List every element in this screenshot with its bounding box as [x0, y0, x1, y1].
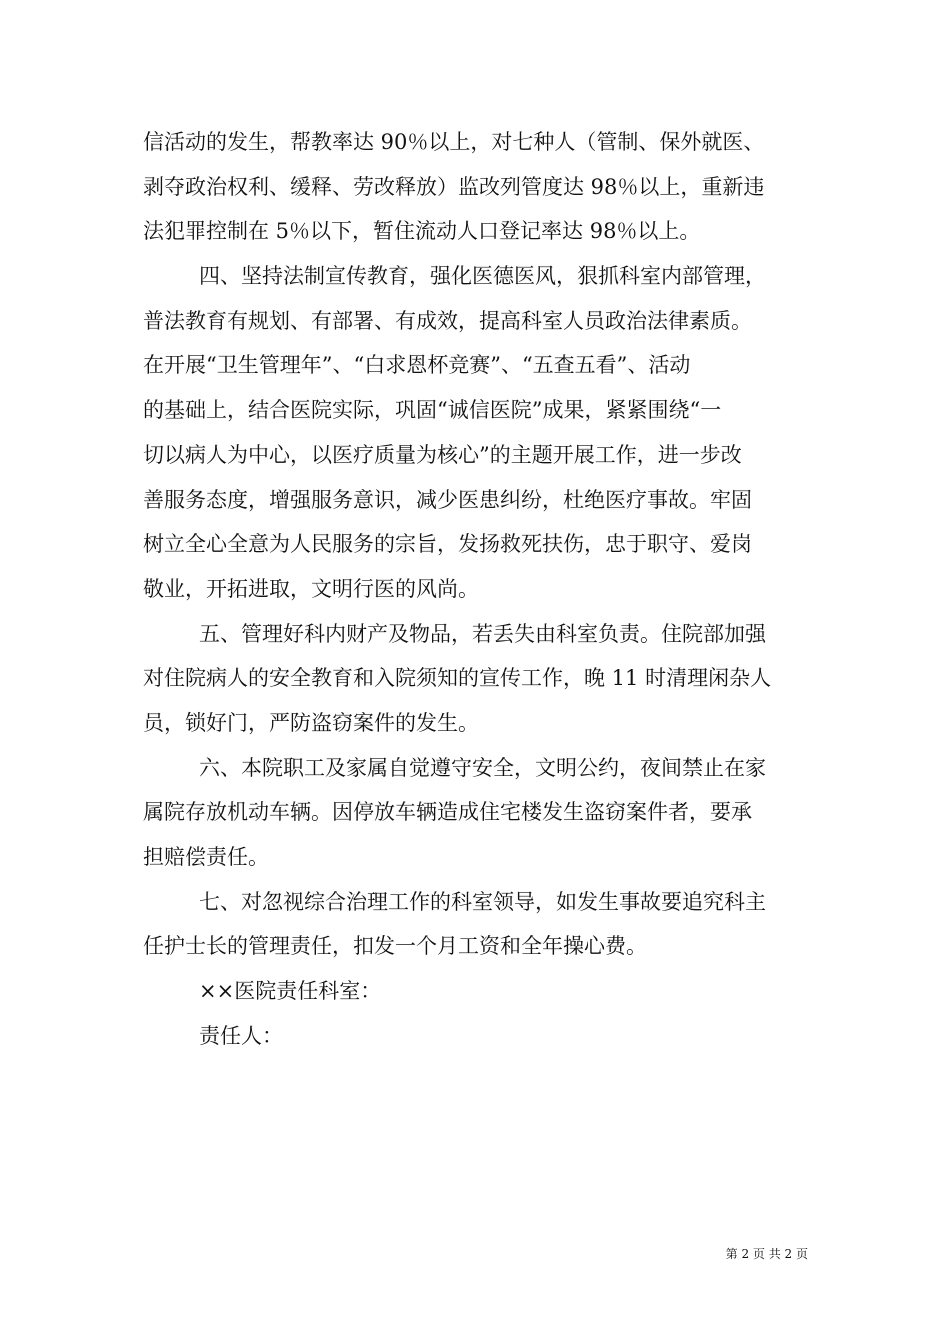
paragraph-line: 树立全心全意为人民服务的宗旨，发扬救死扶伤，忠于职守、爱岗 — [143, 532, 752, 557]
paragraph-line: 剥夺政治权利、缓释、劳改释放）监改列管度达 98％以上，重新违 — [143, 174, 765, 199]
paragraph-first-line: 六、本院职工及家属自觉遵守安全，文明公约，夜间禁止在家 — [199, 755, 766, 780]
paragraph-first-line: 四、坚持法制宣传教育，强化医德医风，狠抓科室内部管理， — [199, 264, 766, 289]
paragraph-line: 信活动的发生，帮教率达 90％以上，对七种人（管制、保外就医、 — [143, 130, 765, 154]
paragraph-line: 的基础上，结合医院实际，巩固“诚信医院”成果，紧紧围绕“一 — [143, 398, 722, 423]
paragraph-line: 善服务态度，增强服务意识，减少医患纠纷，杜绝医疗事故。牢固 — [143, 487, 752, 512]
paragraph-first-line: 五、管理好科内财产及物品，若丢失由科室负责。住院部加强 — [199, 621, 766, 646]
paragraph-line: 任护士长的管理责任，扣发一个月工资和全年操心费。 — [143, 934, 647, 959]
paragraph-line: 法犯罪控制在 5％以下，暂住流动人口登记率达 98％以上。 — [143, 219, 701, 244]
paragraph-line: 属院存放机动车辆。因停放车辆造成住宅楼发生盗窃案件者，要承 — [143, 800, 752, 825]
paragraph-first-line: ××医院责任科室： — [199, 979, 382, 1004]
paragraph-line: 对住院病人的安全教育和入院须知的宣传工作，晚 11 时清理闲杂人 — [143, 666, 772, 691]
paragraph-line: 普法教育有规划、有部署、有成效，提高科室人员政治法律素质。 — [143, 308, 752, 333]
paragraph-line: 担赔偿责任。 — [143, 845, 269, 869]
page-number: 第 2 页 共 2 页 — [725, 1247, 808, 1261]
paragraph-line: 员，锁好门，严防盗窃案件的发生。 — [143, 710, 479, 735]
document-body — [143, 120, 808, 1058]
paragraph-first-line: 七、对忽视综合治理工作的科室领导，如发生事故要追究科主 — [199, 889, 766, 914]
paragraph-line: 在开展“卫生管理年”、“白求恩杯竞赛”、“五查五看”、活动 — [143, 353, 691, 378]
paragraph-line: 敬业，开拓进取，文明行医的风尚。 — [143, 576, 479, 601]
paragraph-first-line: 责任人： — [199, 1023, 283, 1048]
paragraph-line: 切以病人为中心，以医疗质量为核心”的主题开展工作，进一步改 — [143, 442, 742, 467]
